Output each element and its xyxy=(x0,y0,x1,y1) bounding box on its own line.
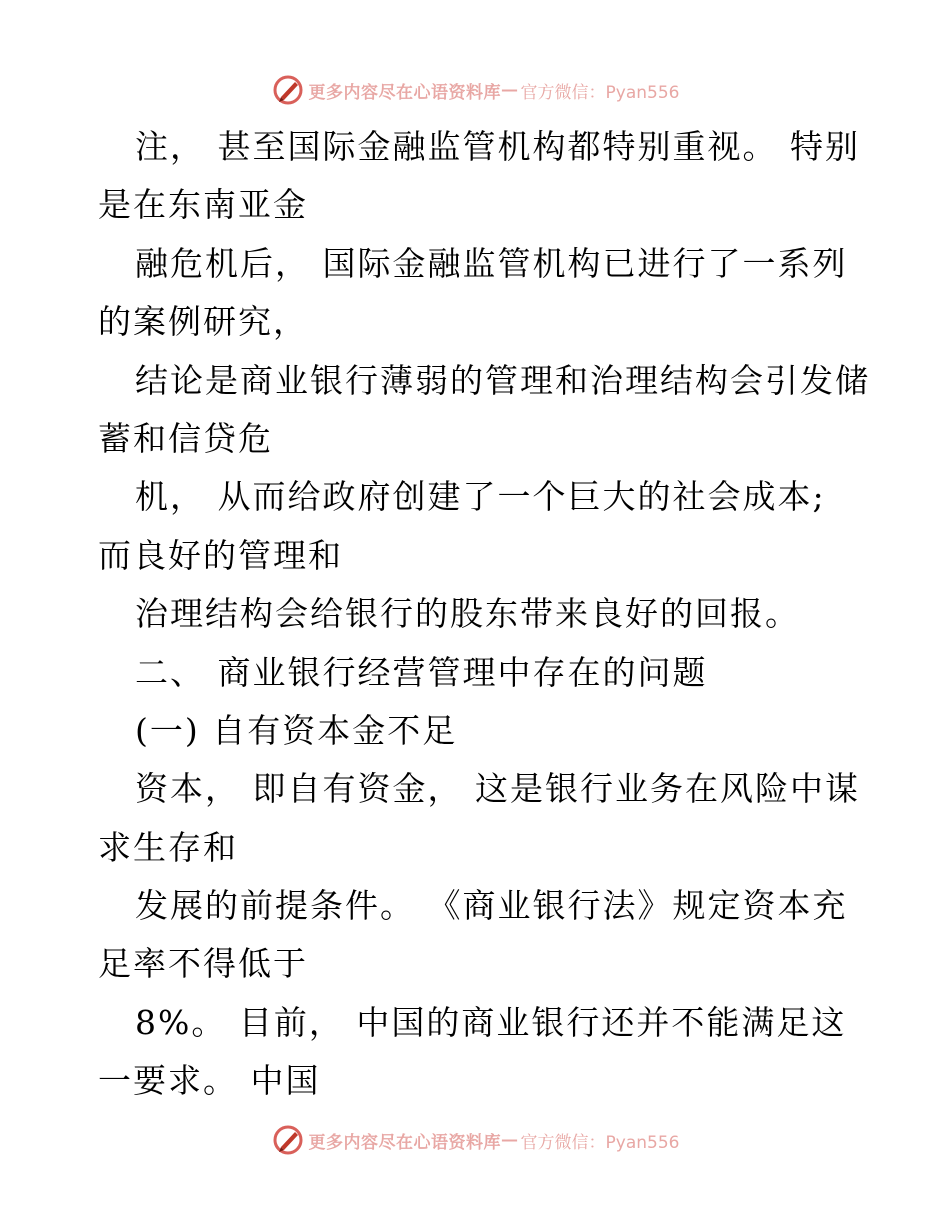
text-line: 一要求。 中国 xyxy=(98,1061,321,1101)
text-line: 注， 甚至国际金融监管机构都特别重视。 特别 xyxy=(135,127,860,166)
text-line: 求生存和 xyxy=(98,827,238,867)
text-line: 蓄和信贷危 xyxy=(98,418,273,458)
header-banner xyxy=(0,70,950,110)
text-line: 而良好的管理和 xyxy=(98,535,343,575)
wechat-text: 官方微信：Pyan556 xyxy=(520,1132,680,1153)
brand-dash: — xyxy=(501,1130,519,1150)
brand-text: 更多内容尽在心语资料库 xyxy=(308,82,502,103)
text-line: 是在东南亚金 xyxy=(98,185,308,225)
subsection-heading: (一) 自有资本金不足 xyxy=(135,710,458,750)
pen-logo-icon xyxy=(271,73,305,107)
pen-logo-icon xyxy=(271,1123,305,1157)
text-line: 发展的前提条件。 《商业银行法》规定资本充 xyxy=(135,886,848,926)
text-line: 融危机后， 国际金融监管机构已进行了一系列 xyxy=(135,243,848,283)
text-line: 足率不得低于 xyxy=(98,944,308,984)
text-line: 的案例研究， xyxy=(98,302,308,342)
body-text xyxy=(98,118,870,1111)
text-line: 结论是商业银行薄弱的管理和治理结构会引发储 xyxy=(135,360,870,400)
section-heading: 二、 商业银行经营管理中存在的问题 xyxy=(135,652,708,692)
text-line: 8%。 目前， 中国的商业银行还并不能满足这 xyxy=(135,1002,847,1042)
wechat-text: 官方微信：Pyan556 xyxy=(520,82,680,103)
footer-banner xyxy=(0,1120,950,1160)
text-line: 资本， 即自有资金， 这是银行业务在风险中谋 xyxy=(135,769,860,809)
text-line: 治理结构会给银行的股东带来良好的回报。 xyxy=(135,594,800,634)
brand-text: 更多内容尽在心语资料库 xyxy=(308,1132,502,1153)
text-line: 机， 从而给政府创建了一个巨大的社会成本; xyxy=(135,477,826,517)
brand-dash: — xyxy=(501,80,519,100)
